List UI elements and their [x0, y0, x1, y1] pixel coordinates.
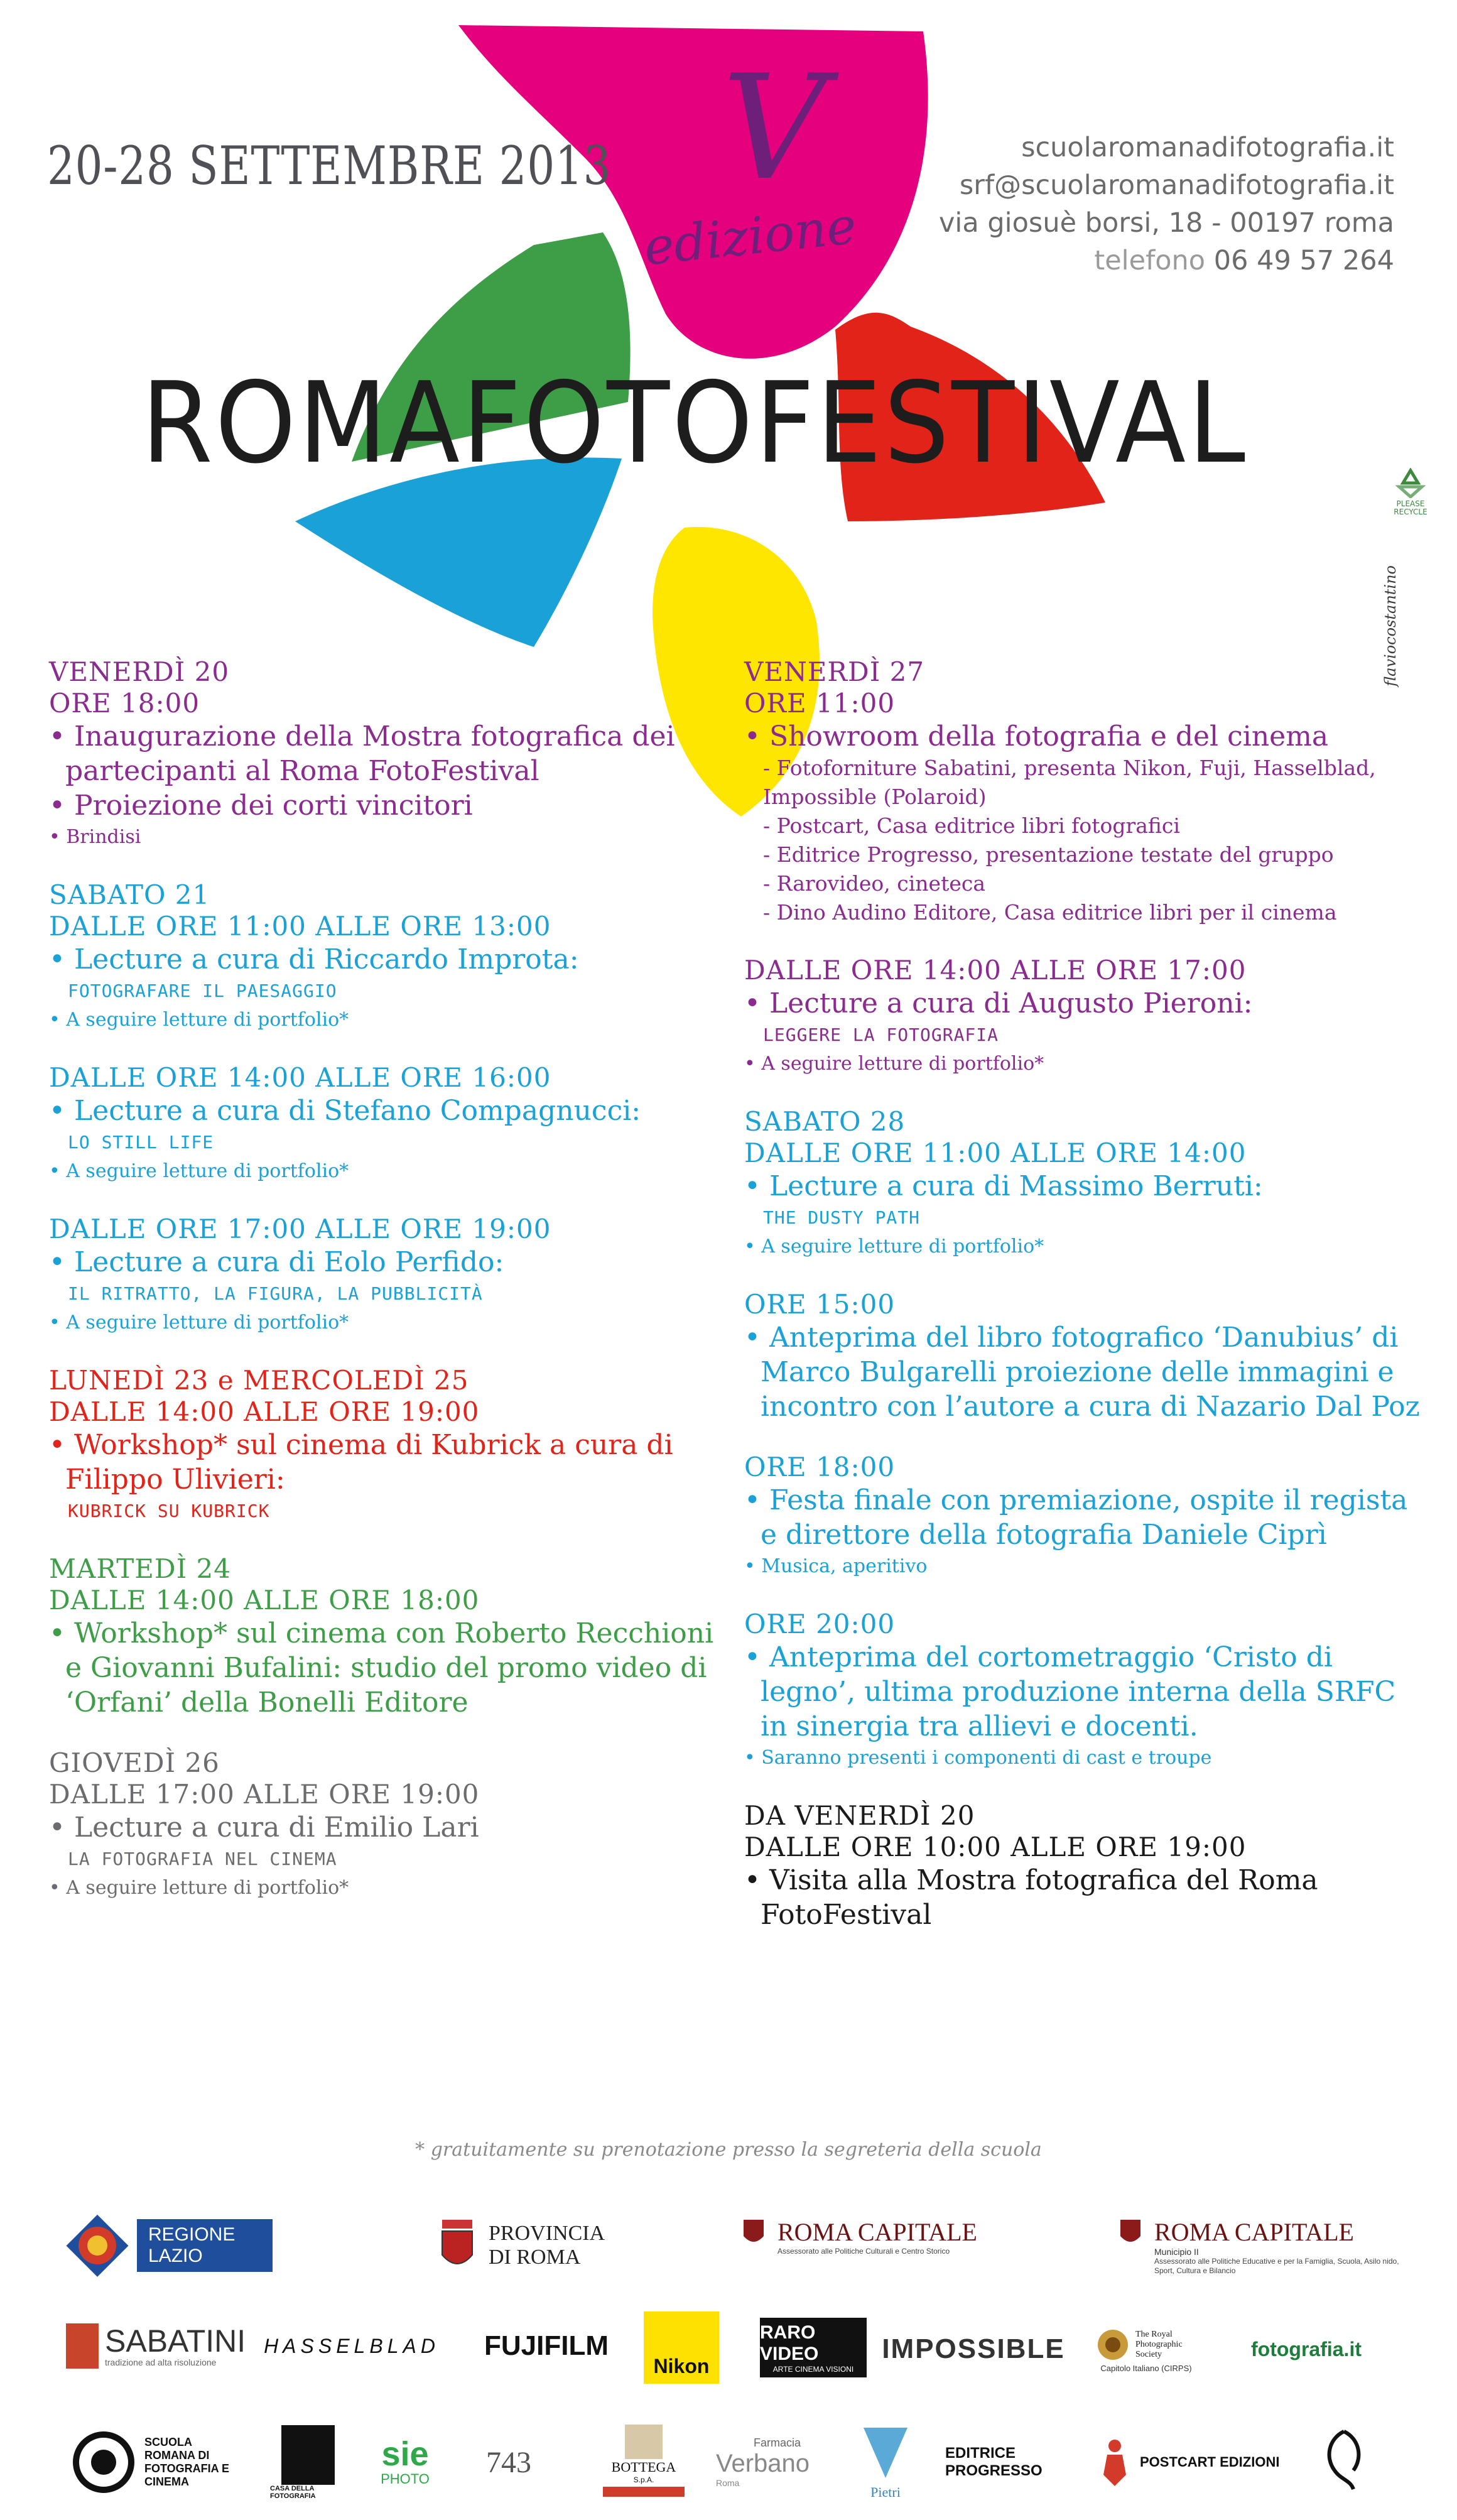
agenda-block: [49, 656, 715, 852]
event-day: GIOVEDÌ 26: [49, 1747, 220, 1778]
event-note: • Saranno presenti i componenti di cast e troupe: [744, 1744, 1422, 1773]
regione-lazio-logo: [63, 2211, 308, 2280]
fotografia-it-logo: fotografia.it: [1251, 2337, 1362, 2360]
postcart-figure-icon: [1096, 2437, 1134, 2487]
event-day: VENERDÌ 27: [744, 656, 925, 687]
email-link[interactable]: srf@scuolaromanadifotografia.it: [959, 170, 1394, 201]
event-note: • A seguire letture di portfolio*: [49, 1157, 715, 1186]
festival-dates: 20-28 SETTEMBRE 2013: [47, 135, 612, 197]
fujifilm-logo: FUJIFILM: [484, 2330, 609, 2361]
event-subtitle: LO STILL LIFE: [68, 1132, 214, 1153]
event-item: • Lecture a cura di Riccardo Improta:: [49, 942, 715, 977]
exhibitor-item: - Editrice Progresso, presentazione testate del gruppo: [744, 840, 1422, 869]
rps-logo: [1074, 2315, 1218, 2384]
sabatini-mark-icon: [66, 2323, 99, 2369]
event-subtitle: KUBRICK SU KUBRICK: [68, 1501, 270, 1521]
event-item: • Lecture a cura di Massimo Berruti:: [744, 1169, 1422, 1203]
event-time: DALLE 14:00 ALLE ORE 18:00: [49, 1585, 480, 1616]
event-time: ORE 11:00: [744, 688, 896, 719]
phone-number: 06 49 57 264: [1213, 245, 1394, 276]
contact-block: [939, 129, 1394, 280]
event-subtitle: IL RITRATTO, LA FIGURA, LA PUBBLICITÀ: [68, 1283, 483, 1304]
event-note: • A seguire letture di portfolio*: [49, 1006, 715, 1035]
event-note: • A seguire letture di portfolio*: [49, 1874, 715, 1903]
event-day: LUNEDÌ 23 e MERCOLEDÌ 25: [49, 1365, 469, 1396]
event-subtitle: LEGGERE LA FOTOGRAFIA: [763, 1024, 999, 1045]
provincia-label: PROVINCIA DI ROMA: [489, 2222, 604, 2269]
provincia-crest-icon: [440, 2217, 475, 2274]
event-note: • Brindisi: [49, 823, 715, 852]
farmacia-top: Farmacia: [754, 2436, 801, 2449]
roma-capitale-title: ROMA CAPITALE: [777, 2218, 977, 2246]
agenda-block: [49, 1365, 715, 1526]
roma-capitale-text: [1154, 2217, 1406, 2276]
editrice-name: EDITRICE PROGRESSO: [945, 2445, 1043, 2479]
edition-numeral: V: [722, 45, 827, 212]
rps-row: [1094, 2326, 1198, 2364]
event-time: ORE 15:00: [744, 1289, 896, 1320]
phone-label: telefono: [1094, 245, 1206, 276]
casa-name: CASA DELLA FOTOGRAFIA: [270, 2484, 316, 2500]
rps-subtitle: Capitolo Italiano (CIRPS): [1100, 2363, 1192, 2373]
farmacia-verbano-logo: [716, 2425, 842, 2500]
event-item: • Lecture a cura di Stefano Compagnucci:: [49, 1094, 715, 1128]
event-item: • Inaugurazione della Mostra fotografica dei partecipanti al Roma FotoFestival: [49, 719, 715, 788]
rps-name: The Royal Photographic Society: [1135, 2329, 1183, 2359]
address: via giosuè borsi, 18 - 00197 roma: [938, 207, 1394, 239]
event-time: DALLE 14:00 ALLE ORE 19:00: [49, 1396, 480, 1427]
srf-logo: [63, 2428, 251, 2497]
agenda-block: [49, 879, 715, 1035]
event-time: DALLE ORE 14:00 ALLE ORE 16:00: [49, 1062, 551, 1093]
exhibitor-item: - Rarovideo, cineteca: [744, 869, 1422, 898]
srl-743-number: 743: [486, 2445, 531, 2479]
agenda-block: [49, 1747, 715, 1903]
event-item: • Workshop* sul cinema con Roberto Recchioni e Giovanni Bufalini: studio del promo video di ‘Orfani’ della Bonelli Editore: [49, 1616, 715, 1720]
roma-capitale-culture-logo: [741, 2217, 1043, 2274]
event-day: SABATO 21: [49, 879, 210, 910]
exhibitor-item: - Dino Audino Editore, Casa editrice libri per il cinema: [744, 898, 1422, 927]
event-time: DALLE ORE 11:00 ALLE ORE 14:00: [744, 1138, 1247, 1168]
event-day: VENERDÌ 20: [49, 656, 230, 687]
monogram-icon: [1316, 2426, 1372, 2496]
event-time: ORE 20:00: [744, 1609, 896, 1639]
event-subtitle: FOTOGRAFARE IL PAESAGGIO: [68, 980, 337, 1001]
sie-photo-logo: [367, 2428, 443, 2497]
bottega-subtitle: S.p.A.: [633, 2475, 654, 2484]
exhibitor-item: - Postcart, Casa editrice libri fotografici: [744, 812, 1422, 840]
roma-crest-icon: [741, 2217, 766, 2249]
event-item: • Workshop* sul cinema di Kubrick a cura di Filippo Ulivieri:: [49, 1428, 715, 1497]
srl-743-logo: [462, 2434, 556, 2490]
bottega-name: BOTTEGA: [611, 2459, 676, 2475]
sie-subtitle: PHOTO: [381, 2471, 430, 2487]
agenda-block: [744, 1800, 1422, 1932]
event-time: ORE 18:00: [49, 688, 200, 719]
event-item: • Lecture a cura di Emilio Lari: [49, 1810, 715, 1845]
event-item: • Anteprima del libro fotografico ‘Danubius’ di Marco Bulgarelli proiezione delle immagini e incontro con l’autore a cura di Nazario Dal Poz: [744, 1320, 1422, 1424]
event-item: • Visita alla Mostra fotografica del Roma FotoFestival: [744, 1863, 1422, 1932]
agenda-block: [744, 955, 1422, 1078]
recycle-badge: [1393, 468, 1428, 516]
event-day: SABATO 28: [744, 1106, 906, 1137]
roma-capitale-text: [777, 2217, 977, 2256]
event-time: ORE 18:00: [744, 1452, 896, 1482]
event-time: DALLE ORE 14:00 ALLE ORE 17:00: [744, 955, 1247, 986]
agenda-block: [744, 1106, 1422, 1261]
regione-lazio-label: REGIONE LAZIO: [137, 2219, 273, 2272]
impossible-logo: IMPOSSIBLE: [882, 2333, 1065, 2364]
event-item: • Lecture a cura di Augusto Pieroni:: [744, 986, 1422, 1021]
event-note: • A seguire letture di portfolio*: [744, 1232, 1422, 1261]
monogram-logo: [1313, 2425, 1375, 2497]
agenda-block: [744, 1609, 1422, 1773]
agenda-block: [49, 1553, 715, 1720]
agenda-right-column: [744, 656, 1422, 1960]
srf-name: SCUOLA ROMANA DI FOTOGRAFIA E CINEMA: [144, 2436, 229, 2488]
roma-capitale-title: ROMA CAPITALE: [1154, 2218, 1354, 2246]
event-subtitle: THE DUSTY PATH: [763, 1207, 921, 1228]
footnote: * gratuitamente su prenotazione presso la segreteria della scuola: [415, 2139, 1042, 2161]
designer-credit: flaviocostantino: [1382, 565, 1399, 687]
event-time: DALLE ORE 11:00 ALLE ORE 13:00: [49, 911, 551, 942]
sabatini-tagline: tradizione ad alta risoluzione: [105, 2357, 217, 2367]
event-note: • Musica, aperitivo: [744, 1552, 1422, 1581]
agenda-block: [744, 656, 1422, 927]
event-item: • Proiezione dei corti vincitori: [49, 788, 715, 823]
rarovideo-logo: [760, 2318, 867, 2377]
editrice-progresso-logo: [945, 2440, 1077, 2484]
event-note: • A seguire letture di portfolio*: [744, 1050, 1422, 1078]
agenda-block: [744, 1289, 1422, 1424]
event-time: DALLE 17:00 ALLE ORE 19:00: [49, 1779, 480, 1810]
phone-line: [939, 242, 1394, 280]
sabatini-name: SABATINI: [105, 2323, 246, 2359]
recycle-icon: [1393, 468, 1428, 498]
municipio-subtitle: Assessorato alle Politiche Educative e per la Famiglia, Scuola, Asilo nido, Sport, Cultura e Bilancio: [1154, 2257, 1399, 2275]
postcart-name: POSTCART EDIZIONI: [1140, 2454, 1280, 2470]
provincia-roma-logo: [440, 2214, 653, 2277]
sabatini-logo: [66, 2318, 254, 2374]
farmacia-name: Verbano: [716, 2450, 810, 2477]
bottega-mark-icon: [625, 2425, 663, 2459]
pietri-name: Pietri: [870, 2484, 901, 2500]
event-time: DALLE ORE 10:00 ALLE ORE 19:00: [744, 1832, 1247, 1862]
agenda-left-column: [49, 656, 715, 1930]
nikon-logo: [644, 2311, 719, 2384]
agenda-block: [49, 1062, 715, 1186]
pietri-mark-icon: [857, 2421, 914, 2484]
farmacia-subtitle: Roma: [716, 2478, 740, 2488]
roma-capitale-municipio-logo: [1118, 2217, 1413, 2286]
bottega-logo: [593, 2418, 694, 2503]
sie-name: sie: [381, 2435, 429, 2473]
casa-fotografia-logo: [270, 2418, 345, 2506]
event-note: • A seguire letture di portfolio*: [49, 1308, 715, 1337]
roma-crest-icon: [1118, 2217, 1143, 2249]
event-day: MARTEDÌ 24: [49, 1553, 231, 1584]
pietri-logo: [851, 2412, 920, 2509]
event-day: DA VENERDÌ 20: [744, 1800, 975, 1831]
event-subtitle: LA FOTOGRAFIA NEL CINEMA: [68, 1849, 337, 1869]
casa-mark-icon: [281, 2425, 335, 2485]
event-item: • Lecture a cura di Eolo Perfido:: [49, 1245, 715, 1279]
recycle-label: PLEASE RECYCLE: [1394, 499, 1427, 516]
festival-title: ROMAFOTOFESTIVAL: [141, 358, 1248, 488]
srf-camera-icon: [63, 2431, 144, 2494]
agenda-block: [49, 1214, 715, 1337]
roma-capitale-subtitle: Assessorato alle Politiche Culturali e Centro Storico: [777, 2247, 950, 2256]
rarovideo-name: RARO VIDEO: [760, 2322, 819, 2364]
rps-crest-icon: [1094, 2326, 1132, 2364]
nikon-name: Nikon: [653, 2355, 710, 2377]
rarovideo-tagline: ARTE CINEMA VISIONI: [772, 2364, 854, 2374]
agenda-block: [744, 1452, 1422, 1581]
edition-label: edizione: [641, 196, 859, 277]
event-time: DALLE ORE 17:00 ALLE ORE 19:00: [49, 1214, 551, 1244]
website-link[interactable]: scuolaromanadifotografia.it: [1021, 132, 1394, 163]
event-item: • Showroom della fotografia e del cinema: [744, 719, 1422, 754]
event-item: • Anteprima del cortometraggio ‘Cristo di legno’, ultima produzione interna della SRFC in sinergia tra allievi e docenti.: [744, 1640, 1422, 1744]
event-item: • Festa finale con premiazione, ospite il regista e direttore della fotografia Daniele Ciprì: [744, 1483, 1422, 1552]
postcart-logo: [1096, 2434, 1297, 2490]
hasselblad-logo: HASSELBLAD: [264, 2334, 440, 2357]
municipio-label: Municipio II: [1154, 2247, 1199, 2257]
regione-lazio-emblem: [63, 2211, 132, 2280]
exhibitor-item: - Fotoforniture Sabatini, presenta Nikon, Fuji, Hasselblad, Impossible (Polaroid): [744, 754, 1422, 812]
bottega-ribbon: [603, 2487, 685, 2497]
sabatini-text: [105, 2325, 246, 2367]
